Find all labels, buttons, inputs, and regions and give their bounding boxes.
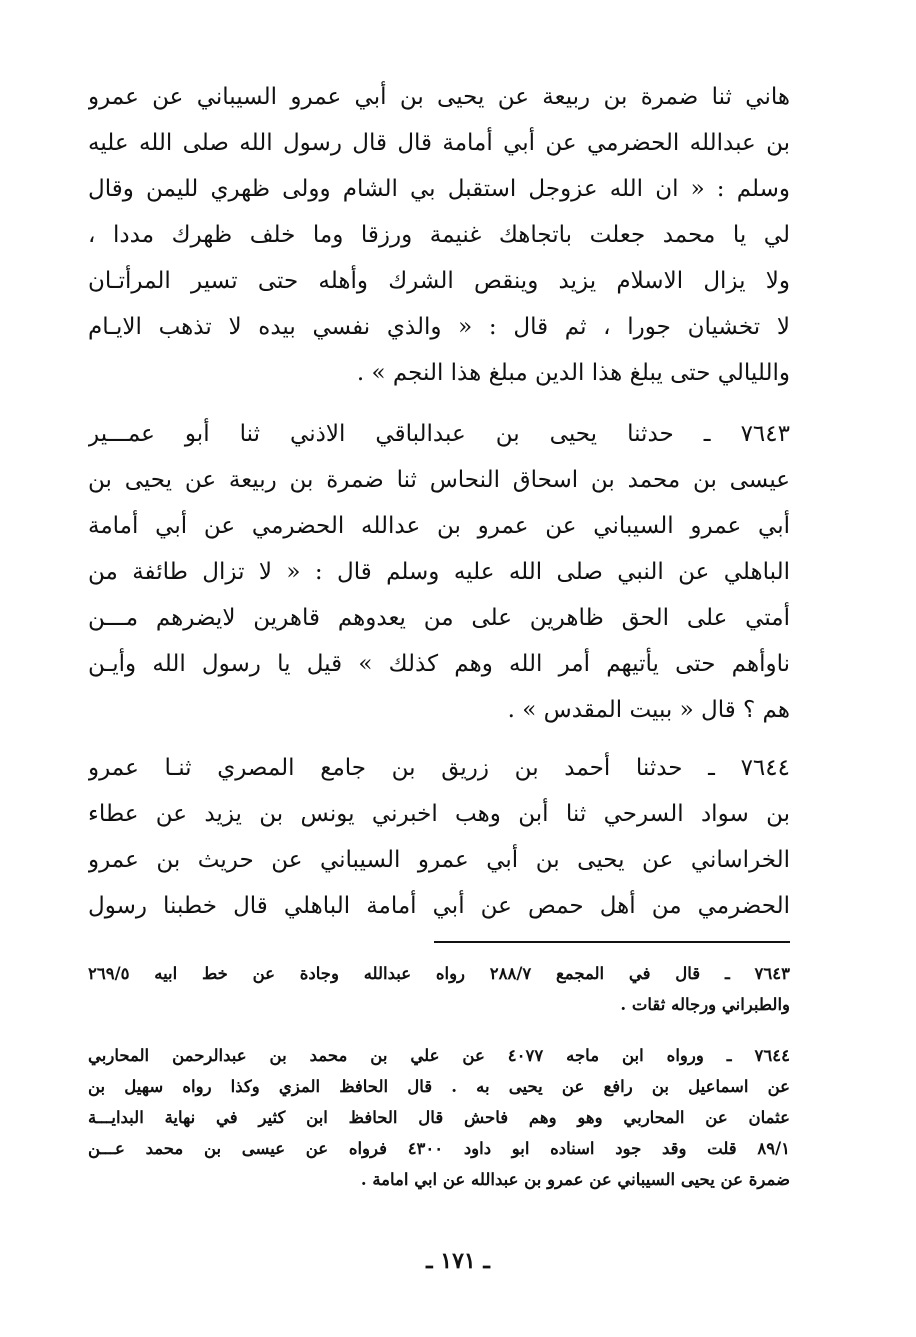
text-line: ناوأهم حتى يأتيهم أمر الله وهم كذلك » قيل يا رسول الله وأيـن	[88, 651, 790, 677]
paragraph-continuation	[88, 74, 790, 396]
text-line: هم ؟ قال « ببيت المقدس » .	[507, 697, 790, 723]
footnote-7643	[88, 958, 790, 1020]
text-line: ٧٦٤٣ ـ حدثنا يحيى بن عبدالباقي الاذني ثنا أبو عمـــير	[88, 421, 790, 447]
footnote-separator	[434, 941, 790, 943]
text-line: ٧٦٤٤ ـ حدثنا أحمد بن زريق بن جامع المصري ثنـا عمرو	[88, 755, 790, 781]
text-line: لي يا محمد جعلت باتجاهك غنيمة ورزقا وما خلف ظهرك مددا ،	[88, 222, 790, 248]
footnote-7644	[88, 1040, 790, 1195]
footnote-line: ٨٩/١ قلت وقد جود اسناده ابو داود ٤٣٠٠ فرواه عن عيسى بن محمد عـــن	[88, 1139, 790, 1158]
text-line: بن سواد السرحي ثنا أبن وهب اخبرني يونس بن يزيد عن عطاء	[88, 801, 790, 827]
footnote-line: ضمرة عن يحيى السيباني عن عمرو بن عبدالله عن ابي امامة .	[360, 1170, 790, 1189]
text-line: لا تخشيان جورا ، ثم قال : « والذي نفسي بيده لا تذهب الايـام	[88, 314, 790, 340]
hadith-7643	[88, 411, 790, 733]
text-line: هاني ثنا ضمرة بن ربيعة عن يحيى بن أبي عمرو السيباني عن عمرو	[88, 84, 790, 110]
text-line: ولا يزال الاسلام يزيد وينقص الشرك وأهله حتى تسير المرأتـان	[88, 268, 790, 294]
text-line: أبي عمرو السيباني عن عمرو بن عدالله الحضرمي عن أبي أمامة	[88, 513, 790, 539]
footnote-line: عثمان عن المحاربي وهو وهم فاحش قال الحافظ ابن كثير في نهاية البدايـــة	[88, 1108, 790, 1127]
text-line: الخراساني عن يحيى بن أبي عمرو السيباني عن حريث بن عمرو	[88, 847, 790, 873]
text-line: أمتي على الحق ظاهرين على من يعدوهم قاهرين لايضرهم مـــن	[88, 605, 790, 631]
footnote-line: والطبراني ورجاله ثقات .	[620, 995, 790, 1014]
footnote-line: ٧٦٤٤ ـ ورواه ابن ماجه ٤٠٧٧ عن علي بن محمد بن عبدالرحمن المحاربي	[88, 1046, 790, 1065]
text-line: الباهلي عن النبي صلى الله عليه وسلم قال : « لا تزال طائفة من	[88, 559, 790, 585]
text-line: وسلم : « ان الله عزوجل استقبل بي الشام وولى ظهري لليمن وقال	[88, 176, 790, 202]
footnote-line: عن اسماعيل بن رافع عن يحيى به . قال الحافظ المزي وكذا رواه سهيل بن	[88, 1077, 790, 1096]
page-number: ـ ١٧١ ـ	[426, 1248, 490, 1274]
footnote-line: ٧٦٤٣ ـ قال في المجمع ٢٨٨/٧ رواه عبدالله وجادة عن خط ابيه ٢٦٩/٥	[88, 964, 790, 983]
text-line: الحضرمي من أهل حمص عن أبي أمامة الباهلي قال خطبنا رسول	[88, 893, 790, 919]
text-line: عيسى بن محمد بن اسحاق النحاس ثنا ضمرة بن ربيعة عن يحيى بن	[88, 467, 790, 493]
hadith-7644	[88, 745, 790, 929]
text-line: والليالي حتى يبلغ هذا الدين مبلغ هذا النجم » .	[356, 360, 790, 386]
text-line: بن عبدالله الحضرمي عن أبي أمامة قال قال رسول الله صلى الله عليه	[88, 130, 790, 156]
